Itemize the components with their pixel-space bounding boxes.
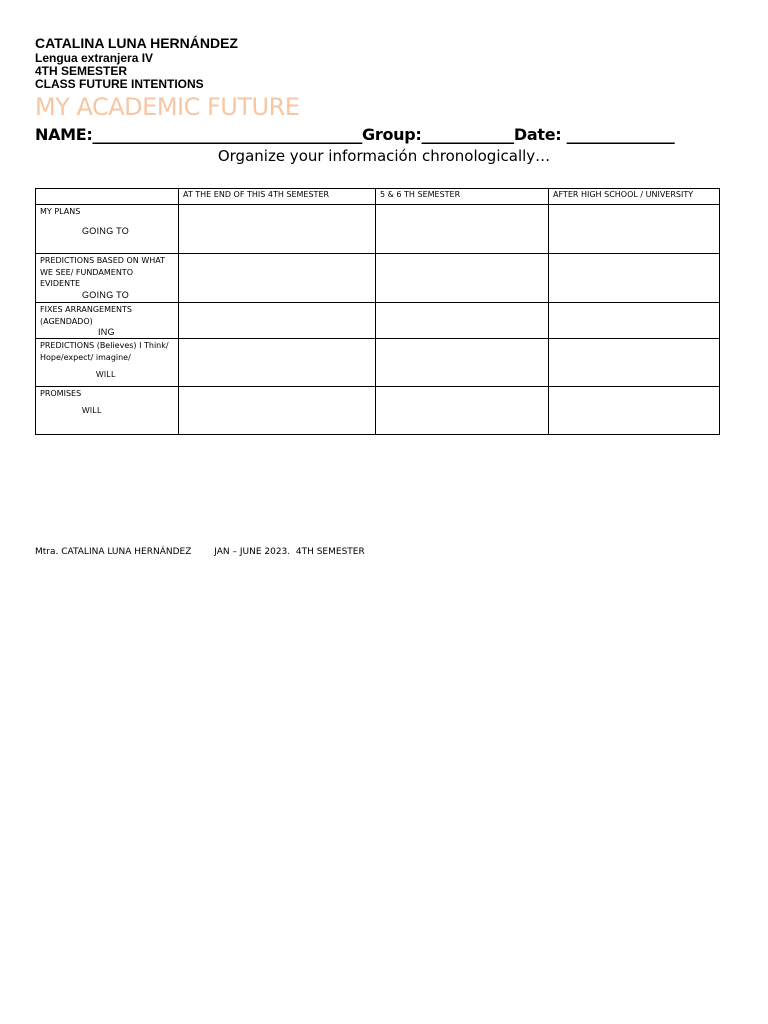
answer-cell[interactable] [376, 303, 549, 339]
class-label: CLASS FUTURE INTENTIONS [35, 77, 204, 91]
column-header-blank [36, 189, 179, 205]
row-sublabel: GOING TO [82, 225, 130, 236]
instruction-text: Organize your información chronologically… [217, 147, 551, 165]
answer-cell[interactable] [549, 254, 720, 303]
column-header-5-6-semester: 5 & 6 TH SEMESTER [376, 189, 549, 205]
answer-cell[interactable] [376, 339, 549, 387]
answer-cell[interactable] [376, 387, 549, 435]
row-header-cell [36, 303, 179, 339]
student-fields-line: NAME:___________________________________Group:____________Date: ______________ [35, 125, 675, 144]
table-header-row [36, 189, 720, 205]
answer-cell[interactable] [549, 303, 720, 339]
answer-cell[interactable] [549, 387, 720, 435]
author-name: CATALINA LUNA HERNÁNDEZ [35, 35, 238, 51]
answer-cell[interactable] [179, 303, 376, 339]
answer-cell[interactable] [376, 254, 549, 303]
answer-cell[interactable] [179, 254, 376, 303]
answer-cell[interactable] [549, 339, 720, 387]
row-header-cell [36, 339, 179, 387]
page-title: MY ACADEMIC FUTURE [35, 93, 300, 121]
footer-text: Mtra. CATALINA LUNA HERNÁNDEZ JAN – JUNE 2023. 4TH SEMESTER [35, 547, 365, 557]
column-header-after-high-school: AFTER HIGH SCHOOL / UNIVERSITY [549, 189, 720, 205]
row-label: PROMISES [40, 389, 82, 398]
table-row [36, 387, 720, 435]
row-label: FIXES ARRANGEMENTS (AGENDADO) [40, 305, 132, 326]
row-header-cell [36, 387, 179, 435]
answer-cell[interactable] [179, 339, 376, 387]
column-header-4th-semester: AT THE END OF THIS 4TH SEMESTER [179, 189, 376, 205]
row-sublabel: ING [98, 327, 115, 337]
row-sublabel: GOING TO [82, 289, 130, 300]
semester-label: 4TH SEMESTER [35, 64, 128, 78]
answer-cell[interactable] [376, 205, 549, 254]
course-name: Lengua extranjera IV [35, 51, 154, 65]
row-label: PREDICTIONS BASED ON WHAT WE SEE/ FUNDAMENTO EVIDENTE [40, 256, 165, 288]
table-row [36, 254, 720, 303]
row-label: PREDICTIONS (Believes) I Think/ Hope/expect/ imagine/ [40, 341, 169, 362]
answer-cell[interactable] [549, 205, 720, 254]
table-row [36, 303, 720, 339]
future-plans-table [35, 188, 720, 435]
row-header-cell [36, 254, 179, 303]
table-row [36, 205, 720, 254]
row-sublabel: WILL [96, 370, 116, 379]
row-header-cell [36, 205, 179, 254]
answer-cell[interactable] [179, 205, 376, 254]
answer-cell[interactable] [179, 387, 376, 435]
row-label: MY PLANS [40, 207, 81, 216]
row-sublabel: WILL [82, 405, 102, 415]
table-row [36, 339, 720, 387]
